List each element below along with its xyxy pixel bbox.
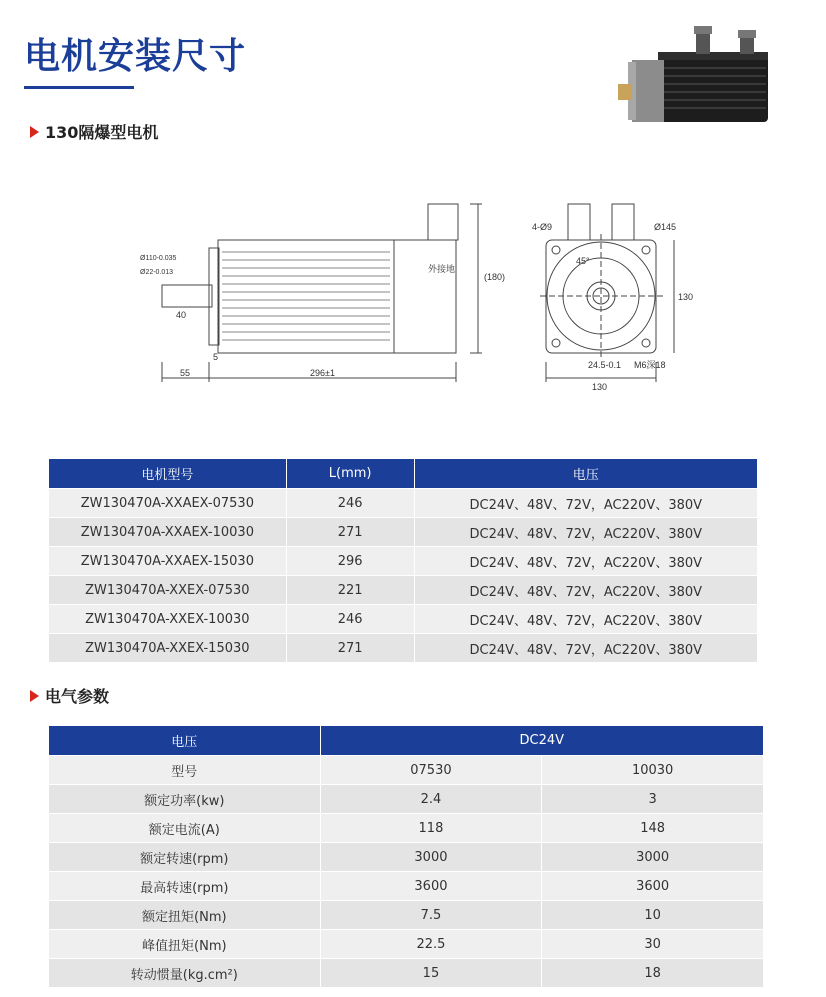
cell-param: 额定电流(A)	[49, 814, 321, 843]
cell-value-10030: 18	[542, 959, 764, 988]
triangle-bullet-icon	[30, 126, 39, 138]
table-row	[49, 547, 758, 576]
cell-param: 转动惯量(kg.cm²)	[49, 959, 321, 988]
cell-value-10030: 3600	[542, 872, 764, 901]
cell-length: 221	[286, 576, 414, 605]
column-header-length: L(mm)	[286, 459, 414, 489]
cell-param: 型号	[49, 756, 321, 785]
cell-value-07530: 07530	[320, 756, 542, 785]
title-underline	[24, 86, 134, 89]
cell-value-07530: 3600	[320, 872, 542, 901]
cell-voltage: DC24V、48V、72V，AC220V、380V	[414, 576, 757, 605]
cell-value-07530: 7.5	[320, 901, 542, 930]
cell-voltage: DC24V、48V、72V，AC220V、380V	[414, 518, 757, 547]
section-heading-motor: 130隔爆型电机	[30, 120, 158, 143]
page-title: 电机安装尺寸	[24, 36, 247, 77]
cell-model: ZW130470A-XXAEX-10030	[49, 518, 287, 547]
cell-voltage: DC24V、48V、72V，AC220V、380V	[414, 547, 757, 576]
cell-value-10030: 3000	[542, 843, 764, 872]
cell-length: 271	[286, 518, 414, 547]
cell-param: 峰值扭矩(Nm)	[49, 930, 321, 959]
pcd-label: Ø145	[654, 222, 677, 232]
table-row	[49, 901, 764, 930]
cell-value-07530: 3000	[320, 843, 542, 872]
cell-param: 额定功率(kw)	[49, 785, 321, 814]
column-header-voltage: 电压	[414, 459, 757, 489]
cell-value-10030: 3	[542, 785, 764, 814]
dim-shaft-length: 55	[180, 368, 191, 378]
cell-model: ZW130470A-XXEX-10030	[49, 605, 287, 634]
column-header-model: 电机型号	[49, 459, 287, 489]
dim-total-length: 296±1	[310, 368, 335, 378]
key-label: 24.5-0.1	[588, 360, 622, 370]
square-height-label: 130	[678, 292, 694, 302]
dim-height: (180)	[484, 272, 506, 282]
table-row	[49, 634, 758, 663]
cell-value-10030: 10	[542, 901, 764, 930]
dimension-drawing	[110, 190, 700, 400]
dim-flange-diameter: Ø110-0.035	[140, 255, 177, 262]
dim-shaft-diameter: Ø22-0.013	[140, 269, 174, 276]
section-heading-electrical: 电气参数	[30, 684, 109, 707]
dim-40: 40	[176, 310, 187, 320]
electrical-params-table	[48, 725, 764, 988]
cell-model: ZW130470A-XXEX-15030	[49, 634, 287, 663]
ground-label: 外接地	[428, 264, 456, 274]
cell-param: 最高转速(rpm)	[49, 872, 321, 901]
cell-length: 296	[286, 547, 414, 576]
cell-param: 额定转速(rpm)	[49, 843, 321, 872]
cell-model: ZW130470A-XXAEX-15030	[49, 547, 287, 576]
cell-voltage: DC24V、48V、72V，AC220V、380V	[414, 489, 757, 518]
cell-value-10030: 30	[542, 930, 764, 959]
cell-value-10030: 148	[542, 814, 764, 843]
cell-param: 额定扭矩(Nm)	[49, 901, 321, 930]
table-row	[49, 518, 758, 547]
table-row	[49, 605, 758, 634]
thread-label: M6深18	[634, 360, 666, 370]
cell-voltage: DC24V、48V、72V，AC220V、380V	[414, 605, 757, 634]
table-row	[49, 930, 764, 959]
table-row	[49, 756, 764, 785]
column-header-voltage: 电压	[49, 726, 321, 756]
cell-value-07530: 2.4	[320, 785, 542, 814]
table-row	[49, 959, 764, 988]
cell-value-10030: 10030	[542, 756, 764, 785]
table-row	[49, 843, 764, 872]
cell-value-07530: 22.5	[320, 930, 542, 959]
cell-value-07530: 15	[320, 959, 542, 988]
table-row	[49, 872, 764, 901]
triangle-bullet-icon	[30, 690, 39, 702]
holes-label: 4-Ø9	[532, 222, 553, 232]
table-row	[49, 576, 758, 605]
dim-5: 5	[213, 352, 219, 362]
angle-label: 45°	[576, 256, 590, 266]
cell-voltage: DC24V、48V、72V，AC220V、380V	[414, 634, 757, 663]
cell-length: 246	[286, 489, 414, 518]
motor-photo	[618, 22, 778, 134]
cell-value-07530: 118	[320, 814, 542, 843]
cell-model: ZW130470A-XXEX-07530	[49, 576, 287, 605]
cell-length: 271	[286, 634, 414, 663]
cell-model: ZW130470A-XXAEX-07530	[49, 489, 287, 518]
cell-length: 246	[286, 605, 414, 634]
square-width-label: 130	[592, 382, 608, 392]
table-row	[49, 489, 758, 518]
table-row	[49, 785, 764, 814]
model-table	[48, 458, 758, 663]
column-header-dc24v: DC24V	[320, 726, 763, 756]
table-row	[49, 814, 764, 843]
